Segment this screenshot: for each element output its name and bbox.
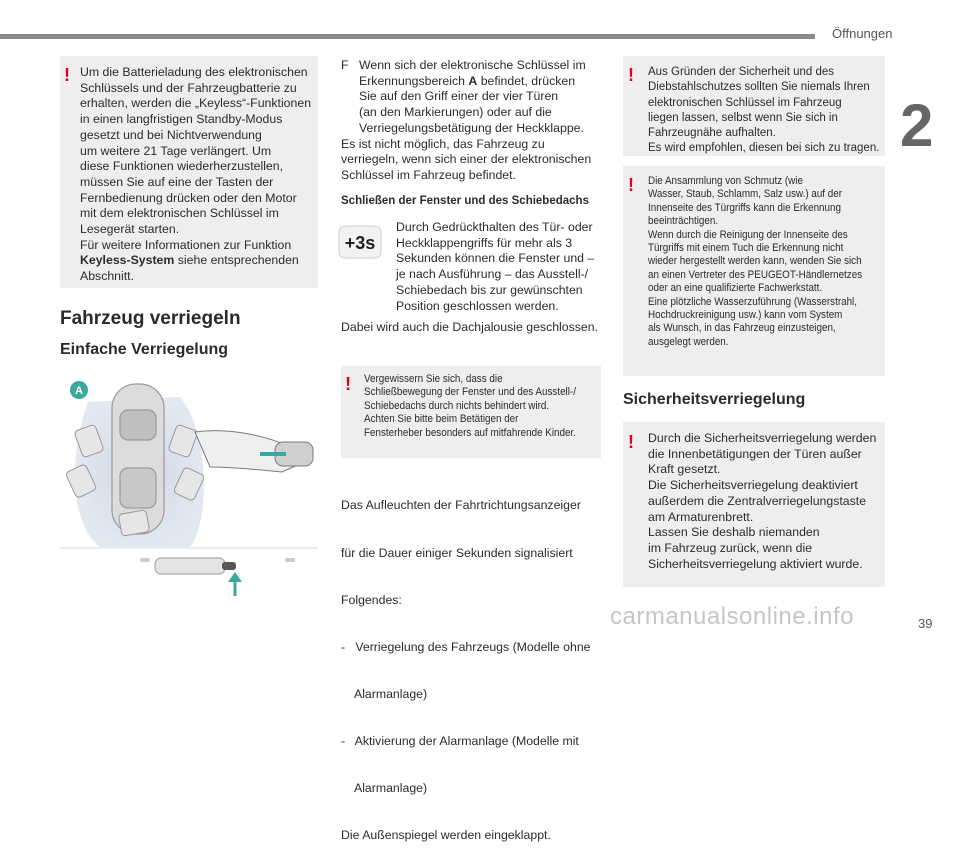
warning-text-key-security: Aus Gründen der Sicherheit und des Diebstahlschutzes sollten Sie niemals Ihren elektronischen Schlüssel im Fahrzeug liegen lassen, selbst wenn Sie sich in Fahrzeugnähe aufhalten. Es wird empfohlen, diesen bei sich zu tragen. bbox=[648, 66, 880, 155]
door-handle-closeup bbox=[60, 548, 318, 596]
warning-text-dirt: Die Ansammlung von Schmutz (wie Wasser, Staub, Schlamm, Salz usw.) auf der Innenseite des Türgriffs kann die Erkennung beeinträchtigen. Wenn durch die Reinigung der Innenseite des Türgriffs mit einem Tuch die Erkennung nicht wieder hergestellt werden kann, wenden Sie sich an einen Vertreter des PEUGEOT-Händlernetzes oder an eine qualifizierte Fachwerkstatt. Eine plötzliche Wasserzuführung (Wasserstrahl, Hochdruckreinigung usw.) kann vom System als Wunsch, in das Fahrzeug einzusteigen, ausgelegt werden. bbox=[648, 175, 863, 348]
warning-text-deadlocking: Durch die Sicherheitsverriegelung werden die Innenbetätigungen der Türen außer Kraft gesetzt. Die Sicherheitsverriegelung deaktiviert außerdem die Zentralverriegelungstaste am Armaturenbrett. Lassen Sie deshalb niemanden im Fahrzeug zurück, wenn die Sicherheitsverriegelung aktiviert wurde. bbox=[648, 431, 877, 571]
header-rule bbox=[0, 34, 815, 39]
warning-icon: ! bbox=[345, 374, 351, 394]
warning-icon: ! bbox=[628, 432, 634, 452]
plus-3s-icon bbox=[338, 225, 382, 259]
heading-close-windows: Schließen der Fenster und des Schiebedachs bbox=[341, 195, 589, 207]
warning-icon: ! bbox=[64, 65, 70, 85]
windows-close-text: Durch Gedrückthalten des Tür- oder Heckklappengriffs für mehr als 3 Sekunden können die Fenster und – je nach Ausführung – das Ausstell-/ Schiebedach bis zur gewünschten Position geschlossen werden. bbox=[396, 220, 595, 313]
blind-closing-text: Dabei wird auch die Dachjalousie geschlossen. bbox=[341, 320, 599, 334]
watermark: carmanualsonline.info bbox=[610, 603, 854, 630]
page-title: Fahrzeug verriegeln bbox=[60, 308, 241, 329]
warning-icon: ! bbox=[628, 175, 634, 195]
warning-icon: ! bbox=[628, 65, 634, 85]
heading-deadlocking: Sicherheitsverriegelung bbox=[623, 391, 806, 408]
warning-text-windows: Vergewissern Sie sich, dass die Schließbewegung der Fenster und des Ausstell-/ Schiebedachs durch nichts behindert wird. Achten Sie bitte beim Betätigen der Fensterheber besonders auf mitfahrende Kinder. bbox=[364, 373, 576, 439]
indicator-text: Das Aufleuchten der Fahrtrichtungsanzeiger für die Dauer einiger Sekunden signalisiert Folgendes: - Verriegelung des Fahrzeugs (Modelle ohne Alarmanlage) - Aktivierung der Alarmanlage (Modelle mit Alarmanlage) Die Außenspiegel werden eingeklappt. bbox=[341, 498, 591, 843]
car-locking-illustration bbox=[60, 372, 318, 600]
zone-marker-label: A bbox=[75, 385, 83, 397]
bullet-key-in-zone: F Wenn sich der elektronische Schlüssel im Erkennungsbereich A befindet, drücken Sie auf den Griff einer der vier Türen (an den Markierungen) oder auf die Verriegelungsbetätigung der Heckklappe. Es ist nicht möglich, das Fahrzeug zu verriegeln, wenn sich einer der elektronischen Schlüssel im Fahrzeug befindet. bbox=[341, 58, 592, 182]
chapter-number: 2 bbox=[900, 92, 934, 159]
page-number: 39 bbox=[918, 616, 933, 631]
bullet-symbol: F bbox=[341, 58, 349, 72]
hand-on-handle bbox=[195, 431, 313, 472]
section-title: Öffnungen bbox=[832, 26, 893, 41]
subtitle-simple-locking: Einfache Verriegelung bbox=[60, 341, 229, 358]
warning-text-battery: Um die Batterieladung des elektronischen Schlüssels und der Fahrzeugbatterie zu erhalten, werden die „Keyless“-Funktionen in einen langfristigen Standby-Modus gesetzt und bei Nichtverwendung um weitere 21 Tage verlängert. Um diese Funktionen wiederherzustellen, müssen Sie auf eine der Tasten der Fernbedienung drücken oder den Motor mit dem elektronischen Schlüssel im Lesegerät starten. Für weitere Informationen zur Funktion Keyless-System siehe entsprechenden Abschnitt. bbox=[80, 65, 312, 284]
svg-text:+3s: +3s bbox=[344, 233, 376, 253]
